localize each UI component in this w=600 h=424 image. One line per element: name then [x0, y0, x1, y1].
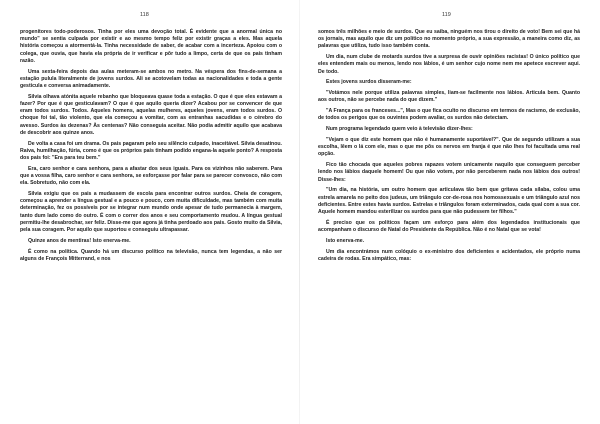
paragraph: progenitores todo-poderosos. Tinha por eles uma devoção total. É evidente que a anormal única no mundo" se sentia culpada por existir e ao mesmo tempo feliz por existir graças a eles. Mas aquela história começou a atormentá-la. Tinha necessidade de saber, de acabar com a incerteza. Apoiou com o colega, que ouvia, que havia ela própria de ir verificar e pôr tudo a limpo, certa de que os pais tinham razão.	[20, 29, 282, 64]
paragraph: Era, caro senhor e cara senhora, para a afastar dos seus iguais. Para os vizinhos não saberem. Para que a vossa filha, caro senhor e cara senhora, se esforçasse por falar para se parecer convosco, não com ela. Sobretudo, não com ela.	[20, 165, 282, 187]
page-body	[318, 29, 580, 263]
paragraph: É como na política. Quando há um discurso político na televisão, nunca tem legendas, a não ser alguns de François Mitterrand, e nos	[20, 248, 282, 262]
right-page	[300, 0, 600, 424]
page-number: 118	[140, 12, 149, 18]
paragraph: Isto enerva-me.	[326, 237, 365, 244]
paragraph: Um dia, num clube de motards surdos tive a surpresa de ouvir opiniões racistas! O único político que eles entendem mais ou menos, lendo nos lábios, é um senhor cujo nome nem me apetece escrever aqui. De todo.	[318, 54, 580, 75]
page-number: 119	[442, 12, 451, 18]
paragraph: Estes jovens surdos disseram-me:	[326, 79, 412, 86]
paragraph: Fico tão chocada que aqueles pobres rapazes votem unicamente naquilo que conseguem perceber lendo nos lábios daquele homem! Ou que não votem, por não perceberem nada nos lábios dos outros! Disse-lhes:	[318, 162, 580, 183]
page-body	[20, 29, 282, 263]
paragraph: É preciso que os políticos façam um esforço para além dos legendados institucionais que acompanham o discurso de Natal do Presidente da República. Não é no Natal que se vota!	[318, 219, 580, 234]
paragraph: Um dia encontrámos num colóquio o ex-ministro dos deficientes e acidentados, ele próprio numa cadeira de rodas. Era simpático, mas:	[318, 248, 580, 262]
paragraph: "Vejam o que diz este homem que não é humanamente suportável?". Que de segundo utilizam a sua escolha, lêem o lá com ele, mas o que me pôs os nervos em franja é que não lhes foi facultada uma real opção.	[318, 137, 580, 158]
paragraph: "Votámos nele porque utiliza palavras simples, liam-se facilmente nos lábios. Articula bem. Quanto aos outros, não se percebe nada do que dizem."	[318, 90, 580, 104]
paragraph: De volta a casa foi um drama. Os pais pagaram pelo seu silêncio culpado, inaceitável. Silvia desatinou. Raiva, humilhação, fúria, como é que os próprios pais tinham podido engana-la aquele ponto? A resposta dos pais foi: "Era para teu bem."	[20, 140, 282, 162]
paragraph: Silvia exigiu que os pais a mudassem de escola para encontrar outros surdos. Cheia de coragem, começou a aprender a língua gestual e a pouco e pouco, com muita dificuldade, mas também com muita determinação, fez os possíveis por se integrar num mundo onde apesar de tudo permanecia à margem, tanto dum lado como do outro. É com o correr dos anos e seu comportamento mudou. A língua gestual permitiu-lhe desabrochar, ser feliz. Disse-me que agora já tinha perdoado aos pais. Gosto muito da Silvia, pela sua coragem. Por aquilo que suportou e conseguiu ultrapassar.	[20, 191, 282, 234]
paragraph: Uma sexta-feira depois das aulas meteram-se ambos no metro. Na véspera dos fins-de-semana a estação pulula literalmente de jovens surdos. Ali se acotovelam todas as nacionalidades e toda a gente gesticula e conversa animadamente.	[20, 68, 282, 90]
paragraph: somos três milhões e meio de surdos. Que eu saiba, ninguém nos tirou o direito de voto! Bem sei que há os jornais, mas aquilo que diz um político no momento próprio, a sua expressão, a maneira como diz, as palavras que utiliza, tudo isso também conta.	[318, 29, 580, 50]
paragraph: Num programa legendado quem veio à televisão dizer-lhes:	[326, 126, 473, 133]
paragraph: Silvia olhava atónita aquele rebanho que bloqueava quase toda a estação. O que é que eles estavam a fazer? Por que é que gesticulavam? O que é que aquilo queria dizer? Acabou por se convencer de que eram todos surdos. Todos. Aqueles homens, aquelas mulheres, aqueles jovens, eram todos surdos. O choque foi tal, tão violento, que ela começou a vomitar, com as entranhas sacudidas e o cérebro do avesso. Surdos às dezenas? Às centenas? Não conseguia aceitar. Não podia admitir aquilo que acabava de descobrir aos quinze anos.	[20, 93, 282, 136]
paragraph: Quinze anos de mentiras! Isto enerva-me.	[28, 237, 131, 244]
paragraph: "Um dia, na história, um outro homem que articulava tão bem que gritava cada sílaba, colou uma estrela amarela no peito dos judeus, um triângulo cor-de-rosa nos homossexuais e um triângulo azul nos deficientes. Entre estes havia surdos. Estrelas e triângulos foram exterminados, cada qual com a sua cor. Aquele homem mandou esterilizar os surdos para que não pudessem ter filhos."	[318, 187, 580, 216]
paragraph: "A França para os franceses...", Mas o que fica oculto no discurso em termos de racismo, de exclusão, de todos os perigos que os ouvintes podem avaliar, os surdos não detectam.	[318, 108, 580, 122]
